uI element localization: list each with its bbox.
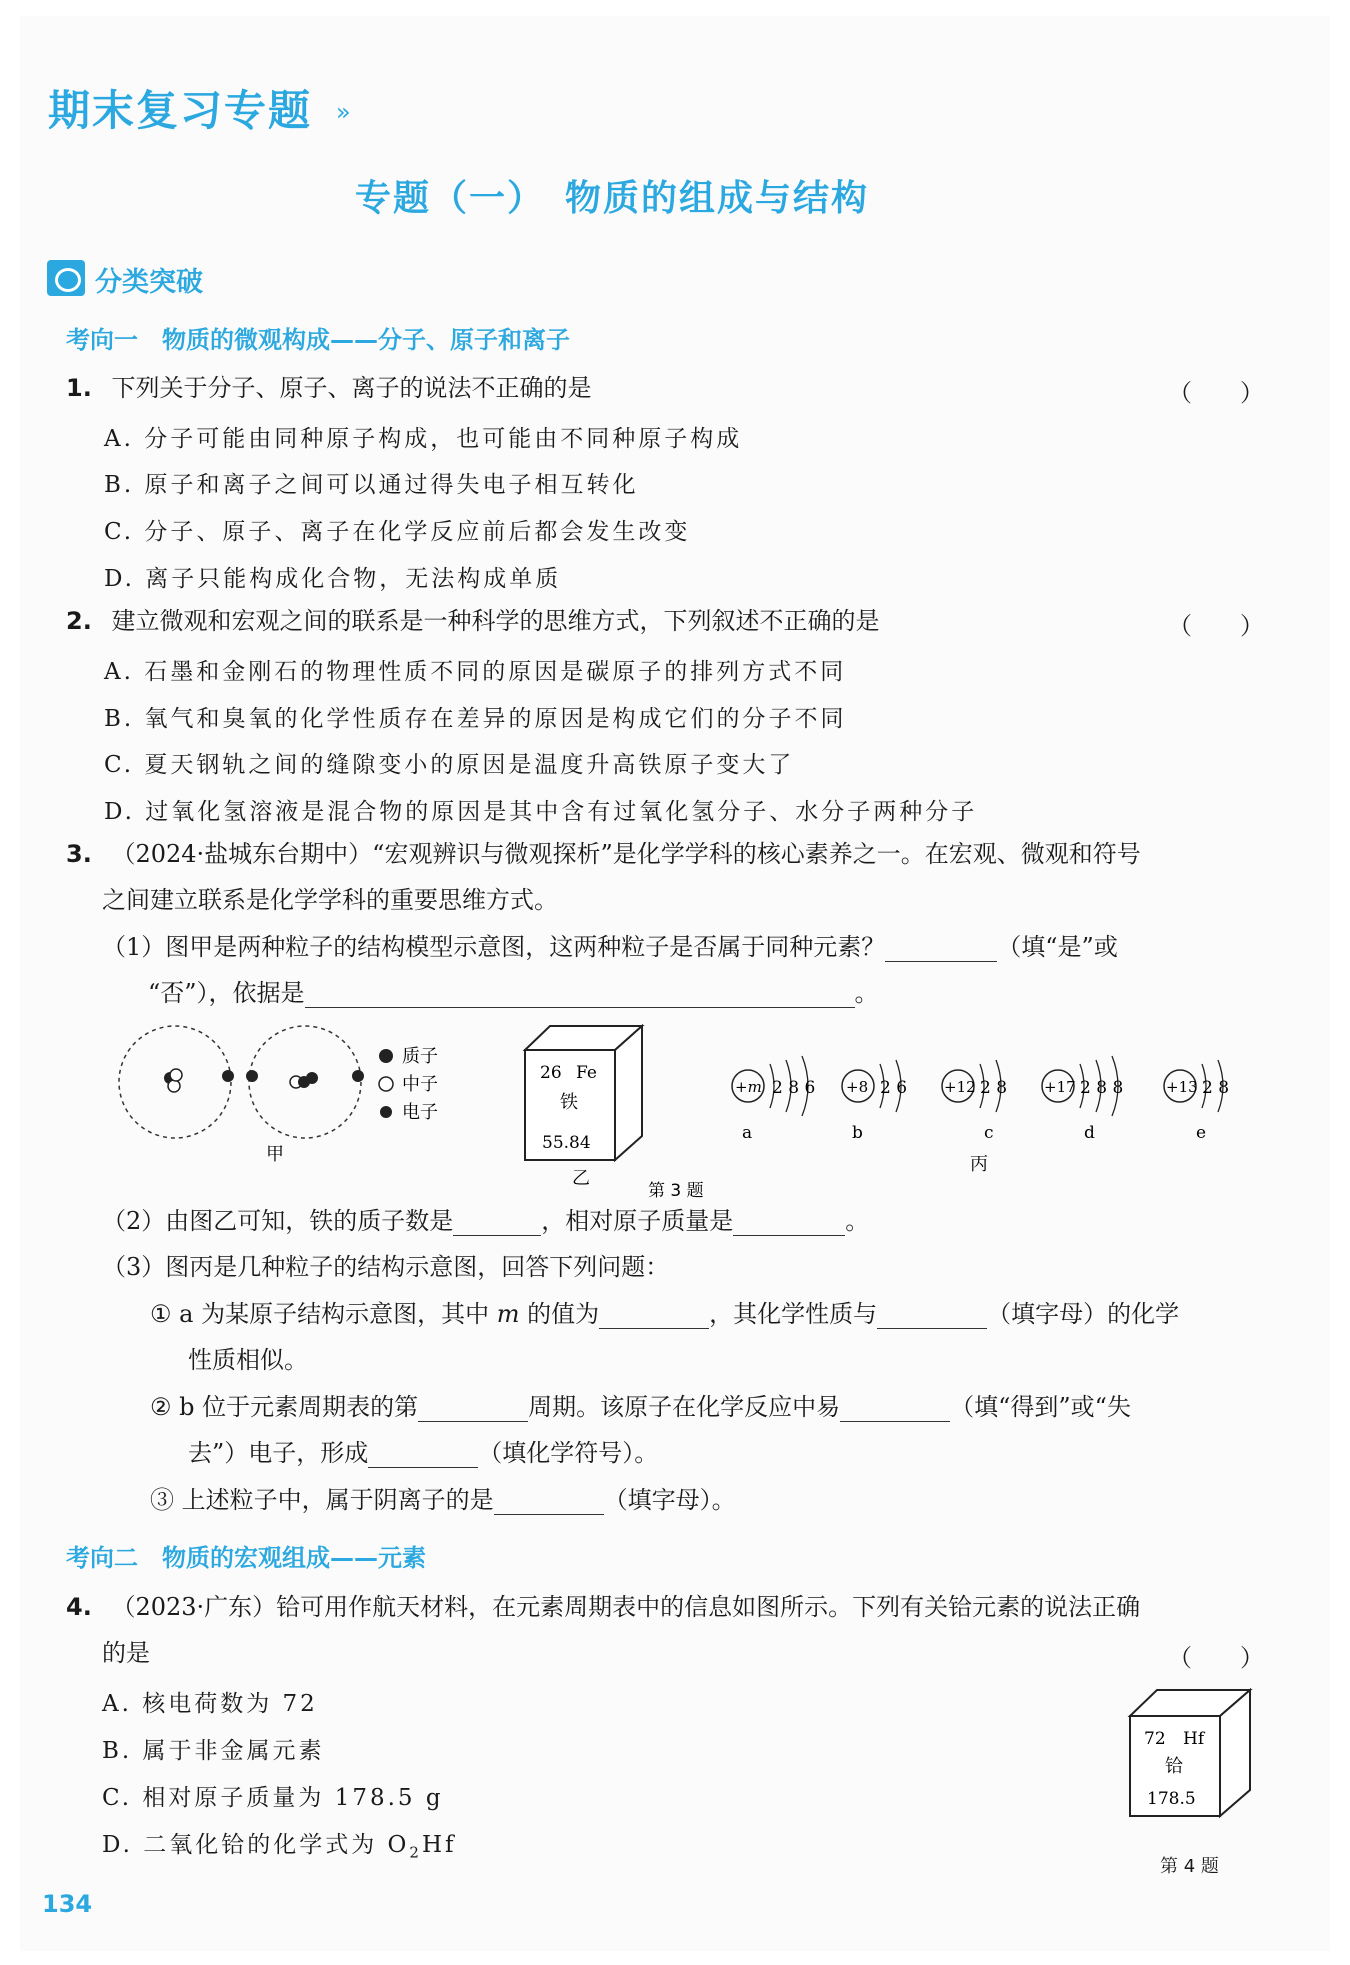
- atom-d-nucleus: +17: [1044, 1078, 1076, 1096]
- sub-text: （填“得到”或“失: [950, 1393, 1131, 1421]
- option-b[interactable]: B. 原子和离子之间可以通过得失电子相互转化: [104, 472, 639, 498]
- question-number: 3.: [66, 840, 92, 868]
- figure-caption: 第 3 题: [648, 1181, 704, 1200]
- legend-neutron: 中子: [402, 1074, 438, 1095]
- sub-text: 的值为: [527, 1300, 600, 1328]
- part-text: （1）图甲是两种粒子的结构模型示意图，这两种粒子是否属于同种元素？: [102, 933, 886, 961]
- part-text: （2）由图乙可知，铁的质子数是: [102, 1207, 454, 1235]
- question-3-sub-1: [150, 1299, 1179, 1329]
- atom-a-label: a: [742, 1123, 753, 1143]
- atom-c-nucleus: +12: [944, 1078, 976, 1096]
- question-4-stem-cont: 的是: [102, 1639, 150, 1667]
- question-text: （2024·盐城东台期中）“宏观辨识与微观探析”是化学学科的核心素养之一。在宏观、微观和符号: [111, 840, 1141, 868]
- question-number: 2.: [66, 607, 92, 635]
- option-b[interactable]: B. 属于非金属元素: [102, 1738, 325, 1764]
- question-number: 1.: [66, 374, 92, 402]
- hf-name: 铪: [1165, 1756, 1183, 1777]
- part-text: 。: [854, 979, 879, 1007]
- topic-heading-2: 考向二 物质的宏观组成——元素: [66, 1544, 426, 1572]
- page-number: 134: [42, 1890, 93, 1918]
- topic-heading-1: 考向一 物质的微观构成——分子、原子和离子: [66, 326, 570, 354]
- sub-text: ③ 上述粒子中，属于阴离子的是: [150, 1486, 494, 1514]
- atom-c-shells: 2 8: [980, 1078, 1008, 1098]
- chevron-right-icon: »: [336, 98, 351, 126]
- sub-text: （填字母）。: [603, 1486, 736, 1514]
- question-3-part-2: [102, 1206, 869, 1236]
- sub-text: ，其化学性质与: [709, 1300, 878, 1328]
- sub-text: 周期。该原子在化学反应中易: [528, 1393, 841, 1421]
- atom-a-shells: 2 8 6: [772, 1078, 816, 1098]
- atom-b-shells: 2 6: [880, 1078, 908, 1098]
- fe-atomic-number: 26: [540, 1063, 562, 1083]
- option-c[interactable]: C. 分子、原子、离子在化学反应前后都会发生改变: [104, 519, 691, 545]
- answer-parentheses[interactable]: （ ）: [1168, 1644, 1264, 1672]
- section-title: 分类突破: [95, 267, 203, 298]
- fe-mass: 55.84: [542, 1133, 591, 1153]
- question-1-stem: [66, 373, 591, 403]
- question-3-sub-2-cont: [188, 1438, 658, 1468]
- hf-symbol: Hf: [1183, 1729, 1205, 1749]
- question-2-stem: [66, 606, 879, 636]
- sub-text: ① a 为某原子结构示意图，其中: [150, 1300, 490, 1328]
- answer-blank[interactable]: [494, 1491, 604, 1515]
- legend-proton-icon: [379, 1049, 393, 1063]
- fe-name: 铁: [560, 1092, 578, 1113]
- topic-title: 专题（一） 物质的组成与结构: [355, 177, 870, 219]
- legend-neutron-icon: [379, 1077, 393, 1091]
- option-d[interactable]: [102, 1826, 457, 1862]
- atom-d-label: d: [1084, 1123, 1095, 1143]
- question-3-figure: [110, 1020, 1270, 1200]
- answer-blank[interactable]: [418, 1398, 528, 1422]
- part-text: （填“是”或: [997, 933, 1118, 961]
- sub-text: （填字母）的化学: [987, 1300, 1180, 1328]
- option-c[interactable]: C. 夏天钢轨之间的缝隙变小的原因是温度升高铁原子变大了: [104, 752, 795, 778]
- question-text: 下列关于分子、原子、离子的说法不正确的是: [111, 374, 592, 402]
- section-icon: [47, 260, 85, 296]
- legend-electron: 电子: [402, 1102, 438, 1123]
- question-3-stem: [66, 839, 1141, 869]
- atom-e-label: e: [1196, 1123, 1207, 1143]
- legend-proton: 质子: [402, 1046, 438, 1067]
- subscript: 2: [409, 1843, 422, 1862]
- answer-blank[interactable]: [305, 984, 855, 1008]
- option-a[interactable]: A. 石墨和金刚石的物理性质不同的原因是碳原子的排列方式不同: [104, 659, 847, 685]
- atom-a-nucleus: +m: [735, 1078, 762, 1096]
- variable-m: m: [496, 1300, 520, 1328]
- option-text: D. 二氧化铪的化学式为 O: [102, 1832, 410, 1858]
- figure-label-bing: 丙: [970, 1154, 988, 1175]
- atom-d-shells: 2 8 8: [1080, 1078, 1124, 1098]
- atom-b-nucleus: +8: [846, 1078, 869, 1096]
- atom-b-label: b: [852, 1123, 863, 1143]
- question-number: 4.: [66, 1593, 92, 1621]
- question-3-sub-1-cont: 性质相似。: [188, 1346, 308, 1374]
- question-3-stem-cont: 之间建立联系是化学学科的重要思维方式。: [102, 886, 558, 914]
- question-3-part-3: （3）图丙是几种粒子的结构示意图，回答下列问题：: [102, 1253, 670, 1281]
- answer-blank[interactable]: [840, 1398, 950, 1422]
- question-3-part-1: [102, 932, 1118, 962]
- hf-mass: 178.5: [1147, 1789, 1196, 1809]
- hf-element-figure: [1125, 1684, 1265, 1844]
- particle-model-2: [246, 1026, 364, 1138]
- answer-blank[interactable]: [599, 1305, 709, 1329]
- answer-parentheses[interactable]: （ ）: [1168, 612, 1264, 640]
- particle-model-1: [119, 1026, 234, 1138]
- part-text: ，相对原子质量是: [541, 1207, 734, 1235]
- answer-blank[interactable]: [877, 1305, 987, 1329]
- chapter-title: 期末复习专题: [48, 86, 313, 135]
- figure-label-jia: 甲: [266, 1144, 284, 1165]
- part-text: 。: [845, 1207, 870, 1235]
- answer-blank[interactable]: [733, 1212, 845, 1236]
- answer-parentheses[interactable]: （ ）: [1168, 379, 1264, 407]
- question-3-sub-2: [150, 1392, 1131, 1422]
- atom-e-nucleus: +13: [1166, 1078, 1198, 1096]
- option-b[interactable]: B. 氧气和臭氧的化学性质存在差异的原因是构成它们的分子不同: [104, 706, 847, 732]
- hf-atomic-number: 72: [1144, 1729, 1166, 1749]
- option-d[interactable]: D. 过氧化氢溶液是混合物的原因是其中含有过氧化氢分子、水分子两种分子: [104, 799, 978, 825]
- option-d[interactable]: D. 离子只能构成化合物，无法构成单质: [104, 566, 562, 592]
- answer-blank[interactable]: [453, 1212, 541, 1236]
- legend-electron-icon: [380, 1106, 392, 1118]
- answer-blank[interactable]: [368, 1444, 478, 1468]
- question-text: （2023·广东）铪可用作航天材料，在元素周期表中的信息如图所示。下列有关铪元素的说法正确: [111, 1593, 1141, 1621]
- question-3-sub-3: [150, 1485, 736, 1515]
- sub-text: （填化学符号）。: [478, 1439, 659, 1467]
- figure-label-yi: 乙: [572, 1168, 590, 1189]
- question-3-part-1-cont: [148, 978, 879, 1008]
- question-text: 建立微观和宏观之间的联系是一种科学的思维方式，下列叙述不正确的是: [111, 607, 880, 635]
- option-c[interactable]: C. 相对原子质量为 178.5 g: [102, 1785, 444, 1811]
- question-4-stem: [66, 1592, 1140, 1622]
- option-a[interactable]: A. 分子可能由同种原子构成，也可能由不同种原子构成: [104, 426, 743, 452]
- sub-text: ② b 位于元素周期表的第: [150, 1393, 419, 1421]
- atom-e-shells: 2 8: [1202, 1078, 1230, 1098]
- option-text: Hf: [421, 1832, 457, 1858]
- fe-symbol: Fe: [576, 1063, 597, 1083]
- option-a[interactable]: A. 核电荷数为 72: [102, 1691, 318, 1717]
- figure-caption: 第 4 题: [1160, 1856, 1219, 1877]
- answer-blank[interactable]: [885, 938, 997, 962]
- atom-c-label: c: [984, 1123, 994, 1143]
- part-text: “否”），依据是: [148, 979, 305, 1007]
- sub-text: 去”）电子，形成: [188, 1439, 369, 1467]
